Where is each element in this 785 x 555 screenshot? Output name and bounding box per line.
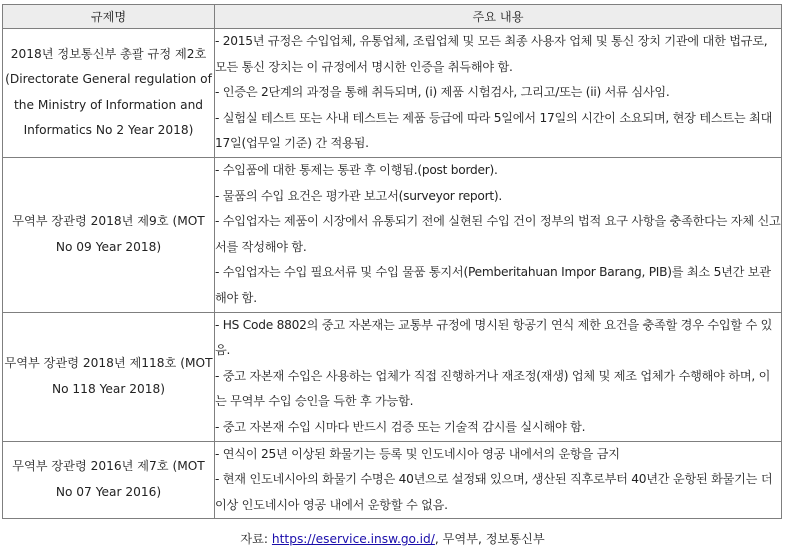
regulation-name-cell: 무역부 장관령 2016년 제7호 (MOT No 07 Year 2016) [3, 441, 215, 519]
table-row [3, 157, 782, 312]
content-item: - HS Code 8802의 중고 자본재는 교통부 규정에 명시된 항공기 연식 제한 요건을 충족할 경우 수입할 수 있음. [215, 317, 773, 358]
content-item: - 현재 인도네시아의 화물기 수명은 40년으로 설정돼 있으며, 생산된 직후로부터 40년간 운항된 화물기는 더 이상 인도네시아 영공 내에서 운항할 수 없음. [215, 472, 773, 512]
content-cell [215, 157, 782, 312]
content-cell [215, 441, 782, 519]
regulation-name-cell: 무역부 장관령 2018년 제118호 (MOT No 118 Year 2018) [3, 312, 215, 441]
table-row [3, 441, 782, 519]
source-prefix: 자료: [240, 532, 272, 546]
content-item: - 연식이 25년 이상된 화물기는 등록 및 인도네시아 영공 내에서의 운항을 금지 [215, 446, 620, 461]
header-regulation-name: 규제명 [3, 5, 215, 29]
source-note [0, 530, 785, 547]
source-link[interactable]: https://eservice.insw.go.id/ [271, 532, 435, 546]
content-item: - 중고 자본재 수입 시마다 반드시 검증 또는 기술적 감시를 실시해야 함. [215, 419, 586, 434]
content-item: - 물품의 수입 요건은 평가관 보고서(surveyor report). [215, 188, 503, 203]
content-item: - 수입업자는 수입 필요서류 및 수입 물품 통지서(Pemberitahuan Impor Barang, PIB)를 최소 5년간 보관해야 함. [215, 265, 771, 305]
content-item: - 수입품에 대한 통제는 통관 후 이행됨.(post border). [215, 162, 498, 177]
content-item: - 2015년 규정은 수입업체, 유통업체, 조립업체 및 모든 최종 사용자 업체 및 통신 장치 기관에 대한 법규로, 모든 통신 장치는 이 규정에서 명시한 인증을 취득해야 함. [215, 34, 768, 74]
content-cell [215, 29, 782, 158]
table-row [3, 312, 782, 441]
content-item: - 실험실 테스트 또는 사내 테스트는 제품 등급에 따라 5일에서 17일의 시간이 소요되며, 현장 테스트는 최대 17일(업무일 기준) 간 적용됨. [215, 110, 773, 151]
header-row [3, 5, 782, 29]
content-cell [215, 312, 782, 441]
table-row [3, 29, 782, 158]
content-item: - 인증은 2단계의 과정을 통해 취득되며, (i) 제품 시험검사, 그리고/또는 (ii) 서류 심사임. [215, 85, 670, 100]
regulation-name-cell: 2018년 정보통신부 총괄 규정 제2호(Directorate General regulation of the Ministry of Information and Informatics No 2 Year 2018) [3, 29, 215, 158]
regulation-table [2, 4, 782, 519]
regulation-name-cell: 무역부 장관령 2018년 제9호 (MOT No 09 Year 2018) [3, 157, 215, 312]
source-suffix: , 무역부, 정보통신부 [434, 532, 545, 546]
content-item: - 중고 자본재 수입은 사용하는 업체가 직접 진행하거나 재조정(재생) 업체 및 제조 업체가 수행해야 하며, 이는 무역부 수입 승인을 득한 후 가능함. [215, 368, 771, 409]
content-item: - 수입업자는 제품이 시장에서 유통되기 전에 실현된 수입 건이 정부의 법적 요구 사항을 충족한다는 자체 신고서를 작성해야 함. [215, 214, 781, 254]
header-main-content: 주요 내용 [215, 5, 782, 29]
